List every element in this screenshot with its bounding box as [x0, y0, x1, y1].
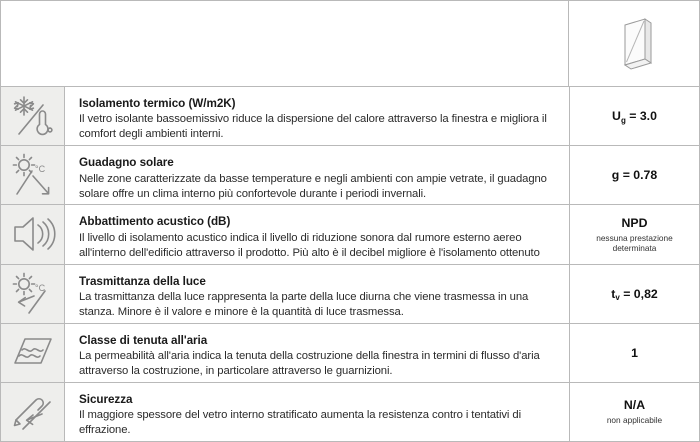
svg-text:°C: °C	[34, 164, 45, 175]
svg-text:°C: °C	[34, 282, 45, 293]
row-icon-cell	[1, 146, 65, 204]
row-value-cell	[569, 87, 699, 145]
row-title: Classe di tenuta all'aria	[79, 333, 208, 347]
table-row	[1, 205, 699, 264]
snowflake-thermometer-icon	[9, 92, 57, 140]
row-text-cell	[65, 383, 569, 441]
row-description: Il maggiore spessore del vetro interno stratificato aumenta la resistenza contro i tentativi di effrazione.	[79, 409, 521, 437]
row-icon-cell	[1, 383, 65, 441]
row-text-cell	[65, 324, 569, 382]
table-row	[1, 383, 699, 441]
row-value-cell	[569, 324, 699, 382]
header-spacer	[1, 1, 568, 86]
speaker-sound-icon	[9, 213, 57, 255]
row-value-cell	[569, 146, 699, 204]
row-description: Nelle zone caratterizzate da basse temperature e negli ambienti con ampie vetrate, il guadagno solare offre un clima interno più confortevole durante i periodi invernali.	[79, 172, 547, 200]
row-value: 1	[631, 345, 638, 360]
airflow-panel-icon	[10, 332, 56, 374]
row-value-cell	[569, 205, 699, 263]
window-pane-icon	[611, 15, 657, 73]
crowbar-burglary-icon	[9, 389, 57, 435]
sun-temperature-in-icon	[9, 151, 57, 199]
table-row	[1, 146, 699, 205]
row-text-cell	[65, 87, 569, 145]
row-value-cell	[569, 383, 699, 441]
row-icon-cell	[1, 87, 65, 145]
row-description: Il vetro isolante bassoemissivo riduce la dispersione del calore attraverso la finestra e migliora il comfort degli ambienti interni.	[79, 113, 547, 141]
row-text-cell	[65, 265, 569, 323]
row-value: $t_v = 0,82$	[611, 286, 658, 303]
table-header-row	[1, 1, 699, 87]
row-value: NPD	[621, 215, 648, 230]
table-row	[1, 324, 699, 383]
row-value: $U_g = 3.0$	[612, 109, 657, 125]
row-value-note: non applicabile	[606, 415, 663, 426]
sun-temperature-out-icon	[9, 270, 57, 318]
row-icon-cell	[1, 205, 65, 263]
row-description: Il livello di isolamento acustico indica il livello di riduzione sonora dal rumore esterno aereo all'interno dell'edificio attraverso il prodotto. Più alto è il decibel migliore è l'isolamento ottenuto	[79, 231, 540, 259]
row-description: La trasmittanza della luce rappresenta la parte della luce diurna che viene trasmessa in una stanza. Minore è il valore e minore è la quantità di luce trasmessa.	[79, 290, 529, 318]
row-text-cell	[65, 205, 569, 263]
row-icon-cell	[1, 265, 65, 323]
row-title: Isolamento termico (W/m2K)	[79, 97, 236, 110]
header-product-cell	[568, 1, 699, 86]
row-value: N/A	[623, 398, 646, 413]
row-description: La permeabilità all'aria indica la tenuta della costruzione della finestra in termini di flusso d'aria attraverso la costruzione, in particolare attraverso le guarnizioni.	[79, 350, 540, 378]
row-title: Sicurezza	[79, 392, 133, 406]
row-text-cell	[65, 146, 569, 204]
table-row	[1, 265, 699, 324]
row-icon-cell	[1, 324, 65, 382]
row-value: g = 0.78	[611, 168, 658, 183]
row-value-cell	[569, 265, 699, 323]
row-title: Trasmittanza della luce	[79, 274, 206, 288]
row-title: Abbattimento acustico (dB)	[79, 215, 231, 229]
row-title: Guadagno solare	[79, 156, 174, 170]
table-row	[1, 87, 699, 146]
row-value-note: nessuna prestazione determinata	[596, 232, 673, 253]
